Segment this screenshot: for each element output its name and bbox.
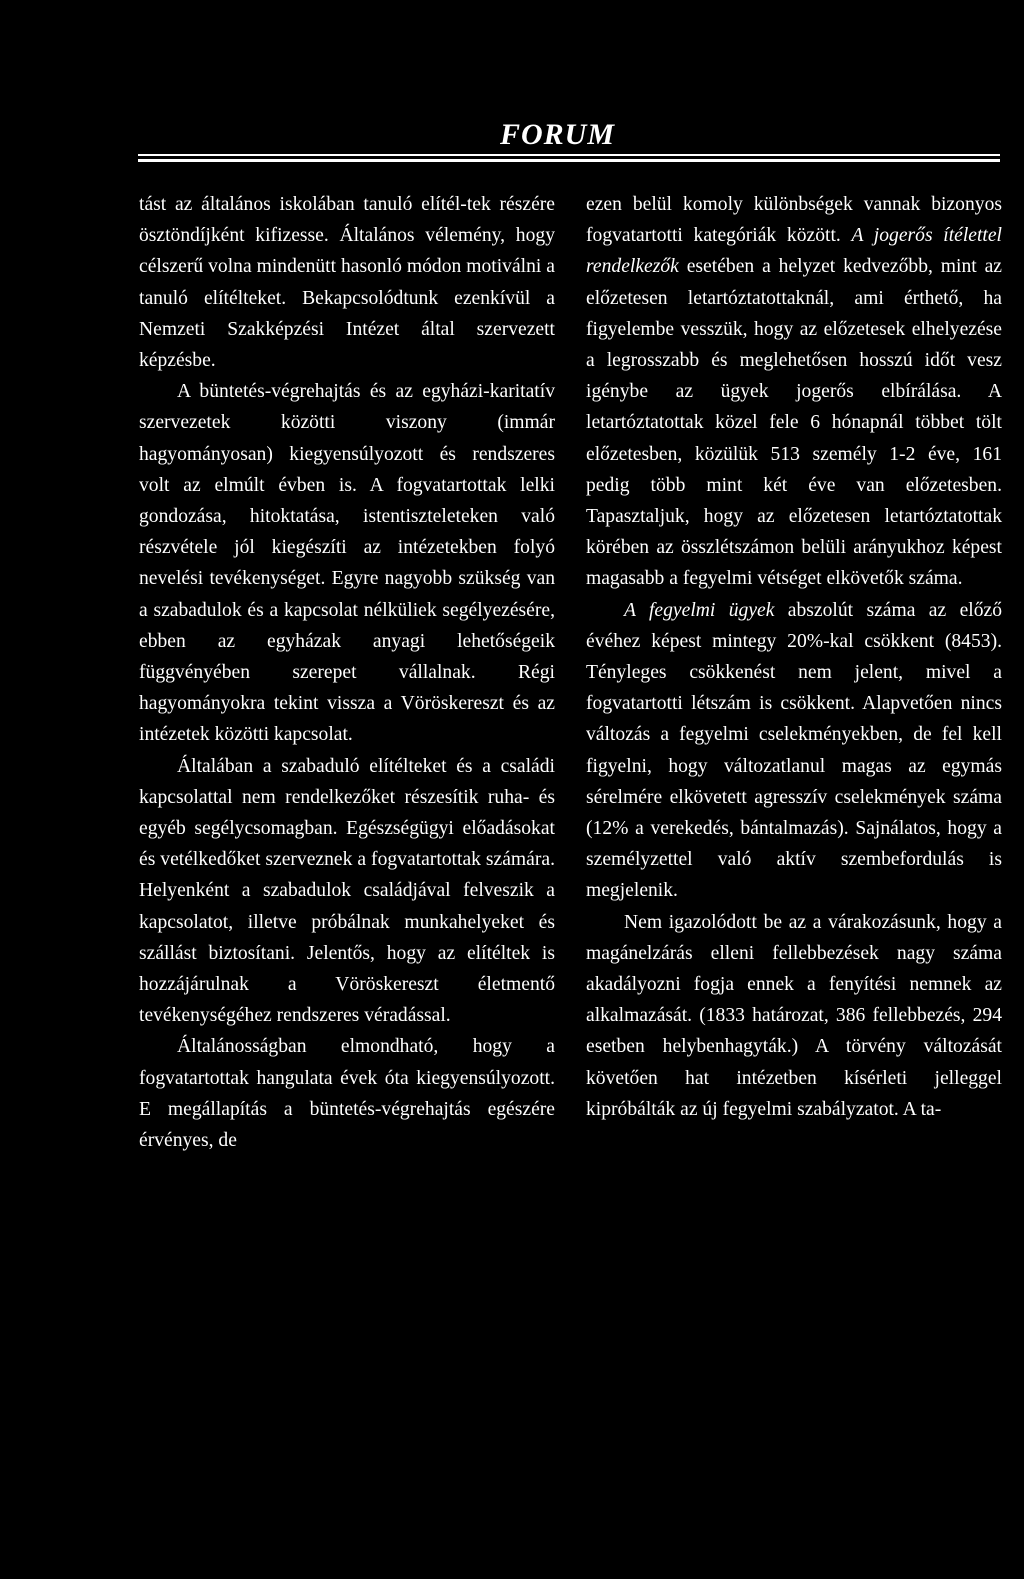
right-paragraph-3: Nem igazolódott be az a várakozásunk, hogy a magánelzárás elleni fellebbezések nagy száma akadályozni fogja ennek a fenyítési nemnek az alkalmazását. (1833 határozat, 386 fellebbezés, 294 esetben helybenhagyták.) A törvény változását követően hat intézetben kísérleti jelleggel kipróbálták az új fegyelmi szabályzatot. A ta- <box>586 911 1002 1120</box>
left-paragraph-3: Általában a szabaduló elítélteket és a családi kapcsolattal nem rendelkezőket részesítik ruha- és egyéb segélycsomagban. Egészségügyi előadásokat és vetélkedőket szerveznek a fogvatartottak számára. Helyenként a szabadulok családjával felveszik a kapcsolatot, illetve próbálnak munkahelyeket és szállást biztosítani. Jelentős, hogy az elítéltek is hozzájárulnak a Vöröskereszt életmentő tevékenységéhez rendszeres véradással. <box>139 755 555 1027</box>
right-paragraph-2-text-b: abszolút száma az előző évéhez képest mintegy 20%-kal csökkent (8453). Tényleges csökkenést nem jelent, mivel a fogvatartotti létszám is csökkent. Alapvetően nincs változás a fegyelmi cselekményekben, de fel kell figyelni, hogy változatlanul magas az egymás sérelmére elkövetett agresszív cselekmények száma (12% a verekedés, bántalmazás). Sajnálatos, hogy a személyzettel való aktív szembefordulás is megjelenik. <box>586 599 1002 902</box>
right-paragraph-2 <box>586 595 1002 907</box>
right-paragraph-1-text-a: ezen belül komoly különbségek vannak bizonyos fogvatartotti kategóriák között. <box>586 194 1002 247</box>
left-paragraph-1: tást az általános iskolában tanuló elítél-tek részére ösztöndíjként kifizesse. Általános vélemény, hogy célszerű volna mindenütt hasonló módon motiválni a tanuló elítélteket. Bekapcsolódtunk ezenkívül a Nemzeti Szakképzési Intézet által szervezett képzésbe. <box>139 194 555 372</box>
header-rule-thin <box>138 154 1000 156</box>
right-paragraph-1 <box>586 189 1002 595</box>
right-column <box>586 189 1002 1125</box>
right-paragraph-2-italic: A fegyelmi ügyek <box>624 599 775 621</box>
section-title: FORUM <box>499 118 615 151</box>
page-header <box>138 118 1000 162</box>
header-rule-thick <box>138 159 1000 162</box>
left-paragraph-4: Általánosságban elmondható, hogy a fogvatartottak hangulata évek óta kiegyensúlyozott. E megállapítás a büntetés-végrehajtás egészére érvényes, de <box>139 1036 555 1152</box>
right-paragraph-1-italic: A jogerős ítélettel rendelkezők <box>586 225 1003 278</box>
left-column <box>139 189 555 1156</box>
right-paragraph-1-text-c: esetében a helyzet kedvezőbb, mint az előzetesen letartóztatottaknál, ami érthető, ha figyelembe vesszük, hogy az előzetesek elhelyezése a legrosszabb és meglehetősen hosszú időt vesz igénybe az ügyek jogerős elbírálása. A letartóztatottak közel fele 6 hónapnál többet tölt előzetesben, közülük 513 személy 1-2 éve, 161 pedig több mint két éve van előzetesben. Tapasztaljuk, hogy az előzetesen letartóztatottak körében az összlétszámon belüli arányukhoz képest magasabb a fegyelmi vétséget elkövetők száma. <box>586 256 1002 590</box>
left-paragraph-2: A büntetés-végrehajtás és az egyházi-karitatív szervezetek közötti viszony (immár hagyományosan) kiegyensúlyozott és rendszeres volt az elmúlt évben is. A fogvatartottak lelki gondozása, hitoktatása, istentiszteleteken való részvétele jól kiegészíti az intézetekben folyó nevelési tevékenységet. Egyre nagyobb szükség van a szabadulok és a kapcsolat nélküliek segélyezésére, ebben az egyházak anyagi lehetőségeik függvényében szerepet vállalnak. Régi hagyományokra tekint vissza a Vöröskereszt és az intézetek közötti kapcsolat. <box>139 381 555 746</box>
